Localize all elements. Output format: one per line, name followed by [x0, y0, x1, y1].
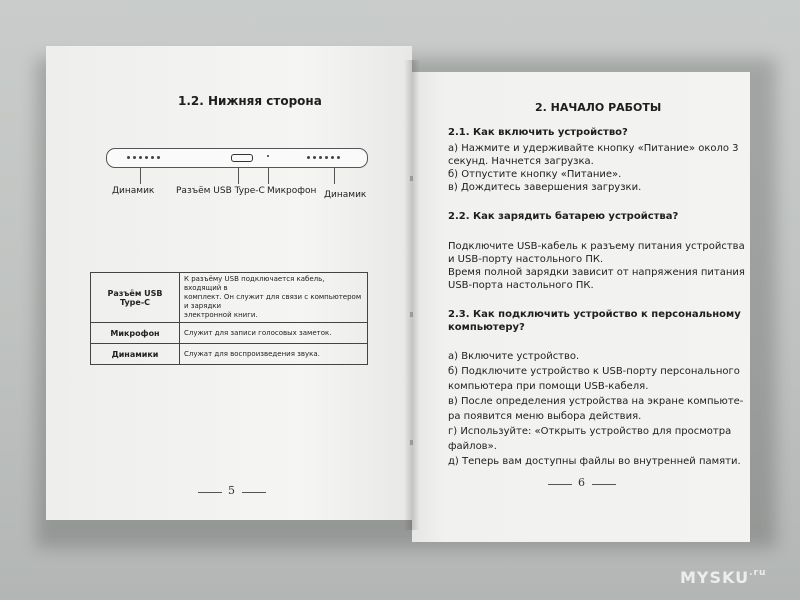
speaker-grille-dot [307, 156, 310, 159]
table-cell-name: Микрофон [91, 323, 180, 344]
speaker-grille-dot [139, 156, 142, 159]
speaker-grille-dot [319, 156, 322, 159]
site-watermark [680, 568, 766, 587]
section-2-3-line: д) Теперь вам доступны файлы во внутренней памяти. [448, 456, 741, 467]
table-row [91, 323, 368, 344]
speaker-grille-dot [157, 156, 160, 159]
callout-line [238, 168, 239, 184]
ports-table [90, 272, 368, 365]
section-2-3-line: файлов». [448, 441, 497, 452]
speaker-grille-dot [133, 156, 136, 159]
staple [410, 312, 413, 317]
speaker-grille-dot [127, 156, 130, 159]
section-2-3-title-cont: компьютеру? [448, 322, 525, 333]
section-2-3-line: г) Используйте: «Открыть устройство для просмотра [448, 426, 732, 437]
page-number-dash [242, 492, 266, 493]
mic-hole-illustration [267, 155, 269, 157]
section-2-3-line: компьютера при помощи USB-кабеля. [448, 381, 649, 392]
callout-line [334, 168, 335, 184]
page-number-right: 6 [578, 476, 585, 489]
callout-line [140, 168, 141, 184]
watermark-suffix: .ru [749, 568, 767, 578]
section-2-3-title: 2.3. Как подключить устройство к персональному [448, 309, 741, 320]
table-cell-desc [180, 273, 368, 323]
section-2-3-line: ра появится меню выбора действия. [448, 411, 642, 422]
section-2-2-line: Время полной зарядки зависит от напряжения питания [448, 267, 745, 278]
section-2-1-line: секунд. Начнется загрузка. [448, 156, 594, 167]
page-number-dash [198, 492, 222, 493]
section-2-2-line: Подключите USB-кабель к разъему питания устройства [448, 241, 745, 252]
page-number-left: 5 [228, 484, 235, 497]
callout-line [268, 168, 269, 184]
speaker-grille-dot [325, 156, 328, 159]
watermark-text: MYSKU [680, 568, 750, 587]
section-2-1-line: а) Нажмите и удерживайте кнопку «Питание» около 3 [448, 143, 739, 154]
book-spine [404, 60, 420, 530]
label-speaker-right: Динамик [324, 190, 367, 200]
page-number-dash [592, 484, 616, 485]
device-bottom-illustration [106, 148, 368, 168]
label-usb-port: Разъём USB Type-C [176, 186, 265, 196]
section-2-2-line: USB-порта настольного ПК. [448, 280, 594, 291]
table-cell-desc: Служит для записи голосовых заметок. [180, 323, 368, 344]
section-2-1-line: в) Дождитесь завершения загрузки. [448, 182, 642, 193]
table-desc-line: комплект. Он служит для связи с компьютером и зарядки [184, 293, 362, 310]
table-row [91, 273, 368, 323]
table-cell-name: Разъём USB Type-C [91, 273, 180, 323]
table-desc-line: К разъёму USB подключается кабель, входящий в [184, 275, 325, 292]
section-2-3-line: б) Подключите устройство к USB-порту персонального [448, 366, 740, 377]
right-page-heading: 2. НАЧАЛО РАБОТЫ [535, 101, 662, 114]
section-2-3-line: а) Включите устройство. [448, 351, 580, 362]
table-cell-name: Динамики [91, 344, 180, 365]
section-2-1-title: 2.1. Как включить устройство? [448, 127, 628, 138]
page-number-dash [548, 484, 572, 485]
left-page-heading: 1.2. Нижняя сторона [178, 94, 322, 108]
section-2-2-line: и USB-порту настольного ПК. [448, 254, 604, 265]
table-row [91, 344, 368, 365]
table-desc-line: электронной книги. [184, 311, 258, 319]
speaker-grille-dot [337, 156, 340, 159]
usb-port-illustration [231, 154, 253, 162]
table-cell-desc: Служат для воспроизведения звука. [180, 344, 368, 365]
speaker-grille-dot [151, 156, 154, 159]
section-2-2-title: 2.2. Как зарядить батарею устройства? [448, 211, 679, 222]
speaker-grille-dot [313, 156, 316, 159]
staple [410, 440, 413, 445]
staple [410, 176, 413, 181]
speaker-grille-dot [331, 156, 334, 159]
label-microphone: Микрофон [267, 186, 317, 196]
speaker-grille-dot [145, 156, 148, 159]
section-2-3-line: в) После определения устройства на экране компьюте- [448, 396, 744, 407]
label-speaker-left: Динамик [112, 186, 155, 196]
section-2-1-line: б) Отпустите кнопку «Питание». [448, 169, 622, 180]
